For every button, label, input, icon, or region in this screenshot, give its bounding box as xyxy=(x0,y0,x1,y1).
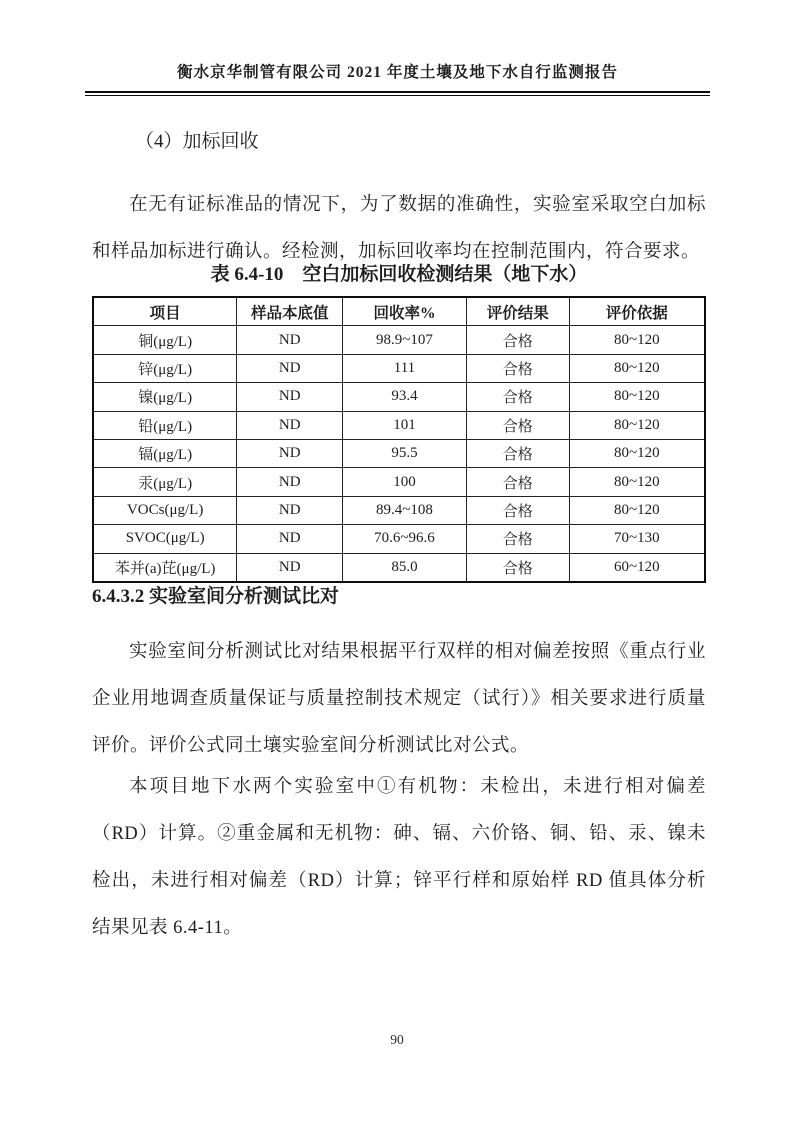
paragraph-groundwater-rd-results: 本项目地下水两个实验室中①有机物：未检出，未进行相对偏差（RD）计算。②重金属和无机物：砷、镉、六价铬、铜、铅、汞、镍未检出，未进行相对偏差（RD）计算；锌平行样和原始样 RD 值具体分析结果见表 6.4-11。 xyxy=(92,776,706,938)
table-cell: 70~130 xyxy=(569,525,705,553)
paragraph-blank-spike-intro: 在无有证标准品的情况下，为了数据的准确性，实验室采取空白加标和样品加标进行确认。经检测，加标回收率均在控制范围内，符合要求。 xyxy=(92,194,706,262)
table-cell: ND xyxy=(237,525,343,553)
table-cell: 合格 xyxy=(466,553,569,582)
table-row xyxy=(93,496,705,524)
table-cell: 镉(μg/L) xyxy=(93,439,237,467)
table-cell: ND xyxy=(237,383,343,411)
table-cell: 80~120 xyxy=(569,439,705,467)
table-cell: 80~120 xyxy=(569,326,705,354)
table-cell: ND xyxy=(237,553,343,582)
table-cell: 93.4 xyxy=(343,383,467,411)
table-row xyxy=(93,354,705,382)
table-cell: ND xyxy=(237,496,343,524)
table-row xyxy=(93,326,705,354)
table-cell: 汞(μg/L) xyxy=(93,468,237,496)
table-cell: 80~120 xyxy=(569,468,705,496)
section-heading-6-4-3-2: 6.4.3.2 实验室间分析测试比对 xyxy=(92,586,340,607)
table-cell: 铅(μg/L) xyxy=(93,411,237,439)
table-cell: 合格 xyxy=(466,525,569,553)
table-cell: 合格 xyxy=(466,411,569,439)
table-cell: 80~120 xyxy=(569,354,705,382)
table-row xyxy=(93,468,705,496)
table-cell: 85.0 xyxy=(343,553,467,582)
table-cell: VOCs(μg/L) xyxy=(93,496,237,524)
document-header-title: 衡水京华制管有限公司 2021 年度土壤及地下水自行监测报告 xyxy=(177,64,618,81)
table-header-row xyxy=(93,297,705,326)
table-header-cell: 评价结果 xyxy=(466,297,569,326)
table-cell: 70.6~96.6 xyxy=(343,525,467,553)
table-cell: 镍(μg/L) xyxy=(93,383,237,411)
table-cell: 合格 xyxy=(466,354,569,382)
table-row xyxy=(93,553,705,582)
table-row xyxy=(93,525,705,553)
subsection-heading-jiabiao-huishou: （4）加标回收 xyxy=(135,131,259,152)
header-double-rule xyxy=(85,91,710,96)
table-cell: 60~120 xyxy=(569,553,705,582)
table-cell: 合格 xyxy=(466,326,569,354)
table-cell: ND xyxy=(237,468,343,496)
table-row xyxy=(93,411,705,439)
table-header-cell: 样品本底值 xyxy=(237,297,343,326)
table-row xyxy=(93,383,705,411)
table-cell: 合格 xyxy=(466,496,569,524)
table-row xyxy=(93,439,705,467)
table-cell: 80~120 xyxy=(569,496,705,524)
table-cell: ND xyxy=(237,411,343,439)
table-cell: 100 xyxy=(343,468,467,496)
table-header-cell: 评价依据 xyxy=(569,297,705,326)
table-cell: 80~120 xyxy=(569,383,705,411)
table-caption: 表 6.4-10 空白加标回收检测结果（地下水） xyxy=(210,264,588,285)
table-cell: 89.4~108 xyxy=(343,496,467,524)
paragraph-interlab-comparison: 实验室间分析测试比对结果根据平行双样的相对偏差按照《重点行业企业用地调查质量保证与质量控制技术规定（试行）》相关要求进行质量评价。评价公式同土壤实验室间分析测试比对公式。 xyxy=(92,641,706,756)
table-cell: ND xyxy=(237,354,343,382)
blank-spike-recovery-table xyxy=(92,296,706,583)
table-cell: 铜(μg/L) xyxy=(93,326,237,354)
table-cell: ND xyxy=(237,439,343,467)
table-cell: SVOC(μg/L) xyxy=(93,525,237,553)
table-header-cell: 项目 xyxy=(93,297,237,326)
table-cell: ND xyxy=(237,326,343,354)
table-header-cell: 回收率% xyxy=(343,297,467,326)
table-cell: 合格 xyxy=(466,439,569,467)
table-cell: 合格 xyxy=(466,468,569,496)
table-cell: 98.9~107 xyxy=(343,326,467,354)
table-cell: 锌(μg/L) xyxy=(93,354,237,382)
table-cell: 苯并(a)芘(μg/L) xyxy=(93,553,237,582)
table-cell: 111 xyxy=(343,354,467,382)
table-cell: 80~120 xyxy=(569,411,705,439)
table-cell: 101 xyxy=(343,411,467,439)
table-cell: 合格 xyxy=(466,383,569,411)
page-number: 90 xyxy=(390,1032,404,1047)
table-cell: 95.5 xyxy=(343,439,467,467)
